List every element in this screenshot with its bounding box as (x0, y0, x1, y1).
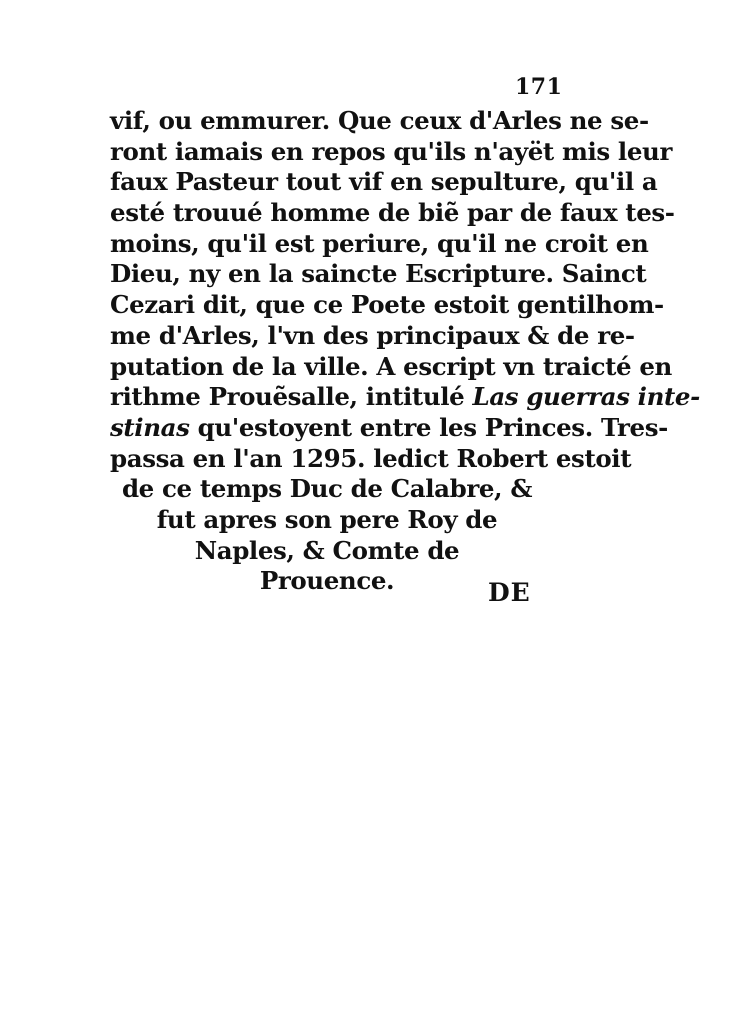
text-line-10 (110, 382, 700, 413)
catchword: DE (488, 578, 531, 607)
text-line-3: faux Pasteur tout vif en sepulture, qu'il a (110, 167, 658, 197)
text-line-9: putation de la ville. A escript vn traicté en (110, 351, 672, 381)
text-line-13: de ce temps Duc de Calabre, & (121, 474, 533, 504)
text-line-8: me d'Arles, l'vn des principaux & de re- (110, 320, 635, 350)
text-line-2: ront iamais en repos qu'ils n'ayët mis leur (110, 136, 672, 166)
text-line-16: Prouence. (259, 566, 395, 596)
body-text (110, 106, 700, 597)
text-line-12: passa en l'an 1295. ledict Robert estoit (110, 443, 632, 473)
italic-title-part-2: stinas (110, 412, 190, 442)
text-line-7: Cezari dit, que ce Poete estoit gentilhom- (110, 290, 664, 320)
text-line-14: fut apres son pere Roy de (156, 504, 498, 534)
text-line-6: Dieu, ny en la saincte Escripture. Sainct (110, 259, 647, 289)
italic-title-part-1: Las guerras inte- (472, 382, 700, 412)
text-line-4: esté trouué homme de biẽ par de faux tes- (110, 198, 675, 228)
text-line-15: Naples, & Comte de (194, 535, 460, 565)
text-line-10-roman: rithme Prouẽsalle, intitulé (110, 382, 473, 412)
text-line-1: vif, ou emmurer. Que ceux d'Arles ne se- (110, 106, 649, 135)
text-line-11-roman: qu'estoyent entre les Princes. Tres- (189, 412, 668, 442)
text-line-11 (110, 412, 668, 444)
text-line-5: moins, qu'il est periure, qu'il ne croit en (110, 228, 649, 258)
page-number: 171 (515, 74, 563, 100)
